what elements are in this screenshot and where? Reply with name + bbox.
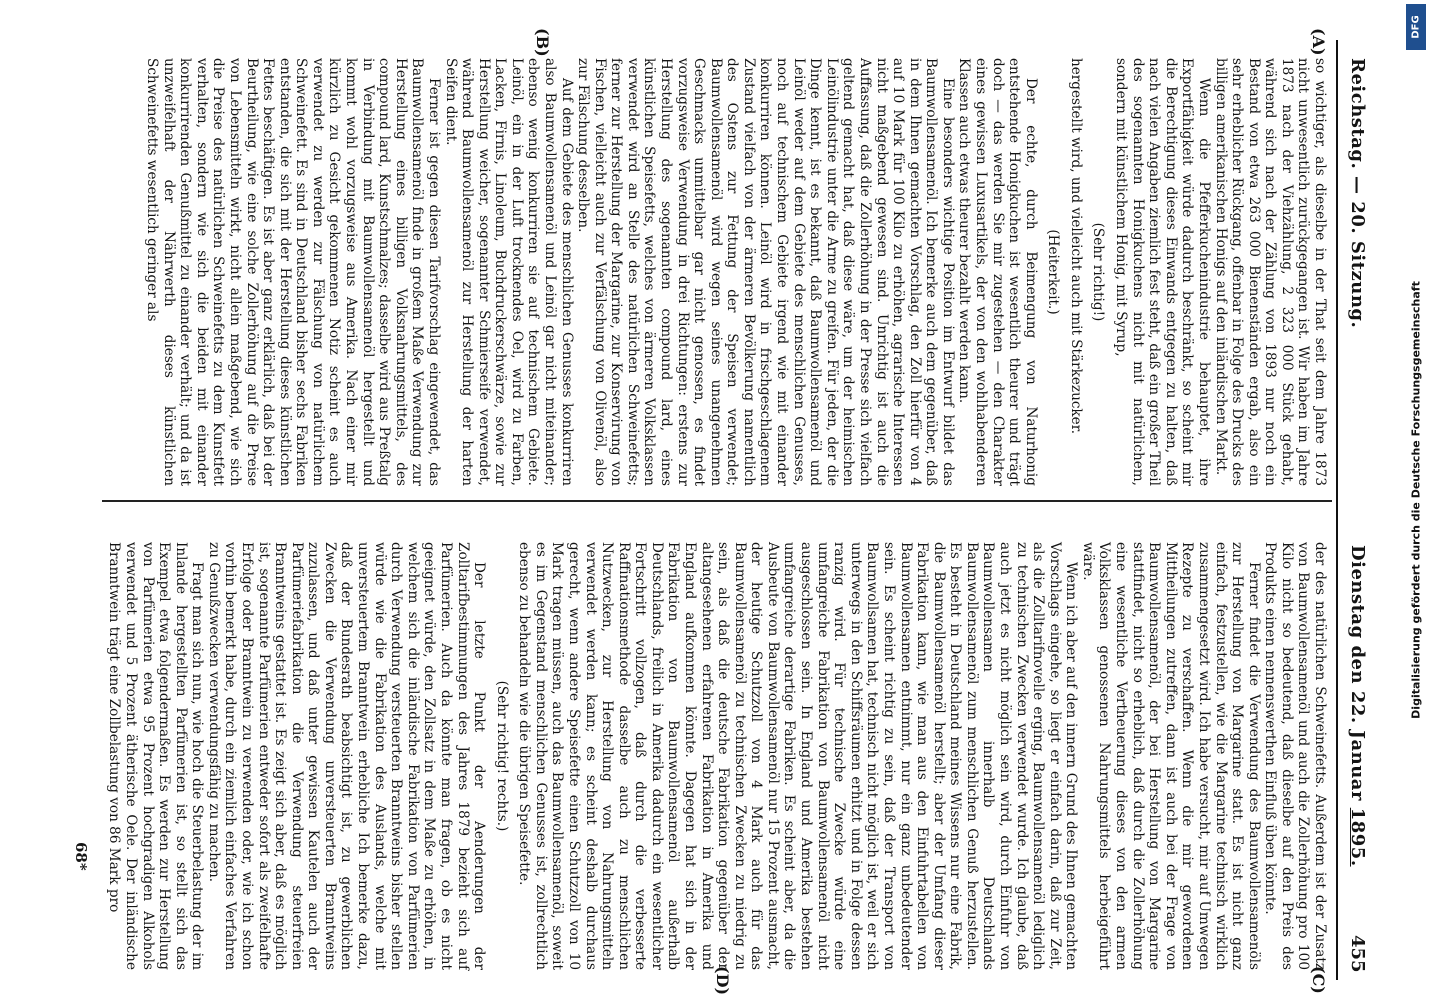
header-date-year: 1895. (1347, 807, 1368, 867)
margin-letter-b: (B) (533, 28, 552, 57)
paragraph: Eine besonders wichtige Position im Entwurf bildet das Baumwollensamenöl. Ich bemerke auch dem gegenüber, daß in dem Ihnen gemachten Vorschlag, den Zoll hierfür von 4 auf 10 Mark für 100 Kilo zu erhöhen, agrarische Interessen nicht maßgebend gewesen sind. Unrichtig ist auch die Auffassung, daß die Zollerhöhung in der Presse sich vielfach geltend gemacht hat, daß diese wäre, um der heimischen Leinölindustrie unter die Arme zu greifen. Für jeden, der die Dinge kennt, ist es bekannt, daß Baumwollensamenöl und Leinöl weder auf dem Gebiete des menschlichen Genusses, noch auf technischem Gebiete irgend wie mit einander konkurriren können. Leinöl wird in frischgeschlagenem Zustand vielfach von der ärmeren Bevölkerung namentlich des Ostens zur Fettung der Speisen verwendet; Baumwollensamenöl wird wegen seines unangenehmen Geschmacks unmittelbar gar nicht genossen, es findet vorzugsweise Verwendung in drei Richtungen: erstens zur Herstellung des sogenannten compound lard, eines künstlichen Speisefetts, welches von ärmeren Volksklassen verwendet wird an Stelle des natürlichen Schweinefetts; ferner zur Herstellung der Margarine, zur Konservirung von Fischen, vielleicht auch zur Verfälschung von Olivenöl, also zur Fälschung desselben. (575, 58, 956, 486)
paragraph: so wichtiger, als dieselbe in der That seit dem Jahre 1873 nicht unwesentlich zurückgegangen ist. Wir haben im Jahre 1873 nach der Viehzählung, 2 323 000 Stück gehabt, während sich nach der Zählung von 1893 nur noch ein Bestand von etwa 263 000 Bienenständen ergab, also ein sehr erheblicher Rückgang, offenbar in Folge des Drucks des billigen amerikanischen Honigs auf den inländischen Markt. (1212, 58, 1328, 486)
page-number: 455 (1347, 935, 1368, 973)
paragraph: Wenn ich aber auf den innern Grund des Ihnen gemachten Vorschlags eingehe, so liegt er einfach darin, daß zur Zeit, als die Zolltarifnovelle erging, Baumwollensamenöl lediglich zu technischen Zwecken verwendet wurde. Ich glaube, daß auch jetzt es nicht möglich sein wird, durch Einfuhr von Baumwollensamen innerhalb Deutschlands Baumwollensamenöl zum menschlichen Genuß herzustellen. Es besteht in Deutschland meines Wissens nur eine Fabrik, die Baumwollensamenöl herstellt; aber der Umfang dieser Fabrikation kann, wie man aus den Einfuhrtabellen von Baumwollensamen entnimmt, nur ein ganz unbedeutender sein. Es scheint richtig zu sein, daß der Transport von Baumwollsamen hat, technisch nicht möglich ist, weil er sich unterwegs in den Schiffsräumen erhitzt und in Folge dessen ranzig wird. Für technische Zwecke würde eine umfangreiche Fabrikation von Baumwollensamenöl nicht ausgeschlossen sein. In England und Amerika bestehen umfangreiche derartige Fabriken. Es scheint aber, da die Ausbeute von Baumwollensamenöl nur 15 Prozent ausmacht, der heutige Schutzzoll von 4 Mark auch für das Baumwollensamenöl zu technischen Zwecken zu niedrig zu sein, als daß die deutsche Fabrikation gegenüber der altangesehenen erfahrenen Fabrikation in Amerika und England aufkommen könnte. Dagegen hat sich in der Fabrikation von Baumwollensamenöl außerhalb Deutschlands, freilich in Amerika dadurch ein wesentlicher Fortschritt vollzogen, daß durch die verbesserte Raffinationsmethode dasselbe auch zu menschlichen Nutzwecken, zur Herstellung von Nahrungsmitteln verwendet werden kann; es scheint deshalb durchaus gerecht, wenn andere Speisefette einen Schutzzoll von 10 Mark tragen müssen, auch das Baumwollensamenöl, soweit es im Gegenstand menschlichen Genusses ist, zollrechtlich ebenso zu behandeln wie die übrigen Speisefette. (516, 542, 1080, 970)
paragraph: hergestellt wird, und vielleicht auch mit Stärkezucker. (1067, 58, 1084, 435)
signature-mark: 68* (72, 842, 90, 871)
margin-letter-c: (C) (1309, 966, 1328, 994)
paragraph: Auf dem Gebiete des menschlichen Genusses konkurriren also Baumwollensamenöl und Leinöl gar nicht miteinander; ebenso wenig konkurriren sie auf technischem Gebiete. Leinöl, ein in der Luft trocknendes Oel, wird zu Farben, Lacken, Firnis, Linoleum, Buchdruckerschwärze, sowie zur Herstellung weicher, sogenannter Schmierseife verwendet, während Baumwollensamenöl zur Herstellung der harten Seifen dient. (442, 58, 575, 486)
digitization-credit (1400, 0, 1432, 1000)
margin-letter-d: (D) (713, 966, 732, 996)
header-date (1347, 545, 1368, 867)
dfg-logo (1406, 4, 1426, 50)
right-column (106, 542, 1328, 970)
paragraph: Der echte, durch Beimengung von Naturhonig entstehende Honigkuchen ist wesentlich theurer und trägt doch — das werden Sie mir zugestehen — den Charakter eines gewissen Luxusartikels, der von den wohlhabenderen Klassen auch etwas theurer bezahlt werden kann. (956, 58, 1039, 486)
header-title: Reichstag. — 20. Sitzung. (1347, 58, 1368, 329)
paragraph: der des natürlichen Schweinefetts. Außerdem ist der Zusatz von Baumwollensamenöl und auch die Zollerhöhung pro 100 Kilo nicht so bedeutend, daß dieselbe auf den Preis des Produkts einen nennenswerthen Einfluß üben könnte. (1262, 542, 1328, 970)
left-column (144, 58, 1328, 486)
credit-text: Digitalisierung gefördert durch die Deutsche Forschungsgemeinschaft (1409, 281, 1423, 719)
paragraph: Wenn die Pfefferkuchenindustrie behauptet, ihre Exportfähigkeit würde dadurch beschränkt, so scheint mir die Berechtigung dieses Einwands entgegen zu halten, daß nach vielen Angaben ziemlich fest steht, daß ein großer Theil des sogenannten Honigkuchens nicht mit natürlichem, sondern mit künstlichem Honig, mit Syrup, (1113, 58, 1212, 486)
interjection: (Sehr richtig!) (1090, 222, 1107, 322)
column-divider (102, 500, 1332, 502)
paragraph: Ferner ist gegen diesen Tarifvorschlag eingewendet, das Baumwollensamenöl finde in großem Maße Verwendung zur Herstellung eines billigen Volksnahrungsmittels, des compound lard, Kunstschmalzes; dasselbe wird aus Preßtalg in Verbindung mit Baumwollensamenöl hergestellt und kommt wohl vorzugsweise aus Amerika. Nach einer mir kürzlich zu Gesicht gekommenen Notiz scheint es auch verwendet zu werden zur Fälschung von natürlichem Schweinefett. Es sind in Deutschland bisher sechs Fabriken entstanden, die sich mit der Herstellung dieses künstlichen Fettes beschäftigen. Es ist aber ganz erklärlich, daß bei der Beurtheilung, wie eine solche Zollerhöhung auf die Preise von Lebensmitteln wirkt, nicht allein maßgebend, wie sich die Preise des natürlichen Schweinefetts zu dem Kunstfett verhalten, sondern wie sich die beiden mit einander konkurrirenden Genußmittel zu einander verhält; und da ist unzweifelhaft der Nährwerth dieses künstlichen Schweinefetts wesentlich geringer als (144, 58, 442, 486)
header-rule (1336, 40, 1338, 980)
paragraph: Der letzte Punkt der Aenderungen der Zolltarifbestimmungen des Jahres 1879 bezieht sich auf Parfümerien. Auch da könnte man fragen, ob es nicht geeignet würde, den Zollsatz in dem Maße zu erhöhen, in welchem sich die inländische Fabrikation von Parfümerien durch Verwendung versteuerten Branntweins bisher stellen würde wie die Fabrikation des Auslands, welche mit unversteuertem Branntwein erhebliche Ich bemerke dazu, daß der Bundesrath beabsichtigt ist, zu gewerblichen Zwecken die Verwendung unversteuerten Branntweins zuzulassen, und daß unter gewissen Kautelen auch der Parfümeriefabrikation die Verwendung steuerfreien Branntweins gestattet ist. Es zeigt sich aber, daß es möglich ist, sogenannte Parfümerien entweder sofort als zweifelhafte Erfolge oder Branntwein zu verwenden oder, wie ich schon vorhin bemerkt habe, durch ein ziemlich einfaches Verfahren zu Genußzwecken verwendungsfähig zu machen. (205, 542, 488, 970)
interjection: (Heiterkeit.) (1045, 229, 1062, 315)
paragraph: Fragt man sich nun, wie hoch die Steuerbelastung der im Inlande hergestellten Parfümerien ist, so stellt sich das Exempel etwa folgendermaßen. Es werden zur Herstellung von Parfümerien etwa 95 Prozent hochgradigen Alkohols verwendet und 5 Prozent ätherische Oele. Der inländische Branntwein trägt eine Zollbelastung von 86 Mark pro (106, 542, 206, 970)
margin-letter-a: (A) (1309, 28, 1328, 56)
paragraph: Ferner findet die Verwendung des Baumwollensamenöls zur Herstellung von Margarine statt. Es ist nicht ganz einfach, festzustellen, wie die Margarine technisch wirklich zusammengesetzt wird. Ich habe versucht, mir auf Umwegen Rezepte zu verschaffen. Wenn die mir gewordenen Mittheilungen zutreffen, dann ist auch bei der Frage von Baumwollensamenöl, der bei Herstellung von Margarine stattfindet, nicht so erheblich, daß durch die Zollerhöhung eine wesentliche Vertheuerung dieses von den armen Volksklassen genossenen Nahrungsmittels herbeigeführt wäre. (1079, 542, 1262, 970)
dfg-logo-text: DFG (1410, 15, 1422, 39)
interjection: (Sehr richtig! rechts.) (493, 680, 510, 832)
header-date-text: Dienstag den 22. Januar (1347, 545, 1368, 801)
